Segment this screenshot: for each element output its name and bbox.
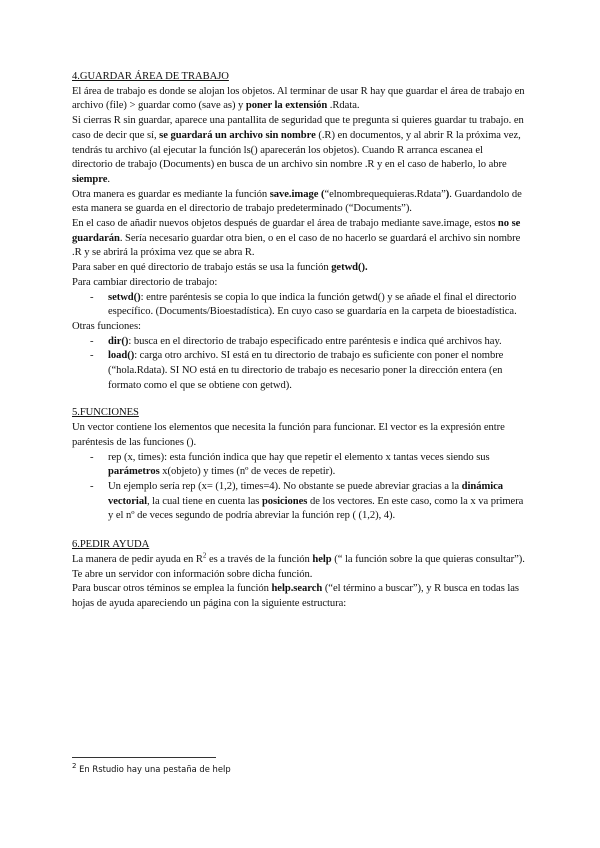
bullet-dash: - — [90, 350, 94, 362]
text-run: (“el término a buscar”), y R busca en todas las hojas de ayuda apareciendo un página con la siguiente estructura: — [72, 583, 519, 609]
list-item — [72, 291, 526, 320]
text-run: Otra manera es guardar es mediante la función — [72, 188, 270, 200]
bullet-dash: - — [90, 335, 94, 347]
section-heading-guardar: 4.GUARDAR ÁREA DE TRABAJO — [72, 71, 229, 82]
bullet-list — [72, 291, 526, 320]
text-run: Para saber en qué directorio de trabajo estás se usa la función — [72, 262, 332, 274]
text-run: La manera de pedir ayuda en R — [72, 553, 203, 565]
text-run: de los vectores. En este caso, como la x va primera y el nº de veces segundo de podría abreviar la función rep ( (1,2), 4). — [108, 495, 524, 522]
footnote — [72, 764, 231, 774]
bold-text: parámetros — [108, 466, 160, 478]
bold-text: save.image ( — [269, 188, 325, 200]
paragraph — [72, 85, 526, 114]
text-run: (“ la función sobre la que quieras consultar”). Te abre un servidor con información sobre dicha función. — [72, 553, 525, 580]
text-run: En el caso de añadir nuevos objetos después de guardar el área de trabajo mediante save.image, estos — [72, 218, 498, 230]
bullet-list — [72, 335, 526, 394]
list-item — [72, 451, 526, 480]
text-run: . — [107, 173, 110, 185]
text-run: x(objeto) y times (nº de veces de repetir). — [159, 466, 336, 478]
list-item — [72, 335, 526, 350]
paragraph — [72, 188, 526, 217]
document-body — [72, 70, 526, 612]
bold-text: load() — [108, 350, 135, 362]
text-run: . Guardandolo de esta manera se guarda en el directorio de trabajo predeterminado (“Documents”). — [72, 188, 522, 215]
bold-text: dir() — [108, 335, 129, 347]
footnote-divider — [72, 757, 216, 758]
list-item — [72, 480, 526, 524]
bold-text: setwd() — [108, 291, 141, 303]
bullet-dash: - — [90, 480, 94, 492]
text-run: rep (x, times): esta función indica que hay que repetir el elemento x tantas veces siendo sus — [108, 451, 490, 463]
footnote-text: En Rstudio hay una pestaña de help — [76, 764, 231, 774]
text-run: (.R) en documentos, y al abrir R la próxima vez, tendrás tu archivo (al ejecutar la función ls() aparecerán los objetos). Cuando R arranca escanea el directorio de trabajo (Documents) en busca de un archivo sin nombre .R y en el caso de haberlo, lo abre — [72, 129, 521, 171]
text-run: : entre paréntesis se copia lo que indica la función getwd() y se añade el final el directorio específico. (Documents/Bioestadística). En cuyo caso se guardaría en la carpeta de bioestadística. — [108, 291, 517, 318]
footnote-mark: 2 — [72, 762, 77, 771]
paragraph — [72, 114, 526, 188]
text-run: “elnombrequequieras.Rdata” — [324, 188, 446, 200]
section-heading-funciones: 5.FUNCIONES — [72, 407, 139, 419]
paragraph: Otras funciones: — [72, 320, 141, 332]
paragraph: Para cambiar directorio de trabajo: — [72, 276, 218, 288]
bold-text: help.search — [271, 583, 323, 595]
bold-text: siempre — [72, 173, 108, 185]
text-run: Un ejemplo sería rep (x= (1,2), times=4). No obstante se puede abreviar gracias a la — [108, 480, 462, 492]
list-item — [72, 349, 526, 393]
text-run: es a través de la función — [206, 553, 313, 565]
bullet-dash: - — [90, 451, 94, 463]
paragraph — [72, 261, 526, 276]
text-run: : carga otro archivo. SI está en tu directorio de trabajo es suficiente con poner el nombre (“hola.Rdata). SI NO está en tu directorio de trabajo es necesario poner la dirección entera (en formato como el que se obtiene con getwd). — [108, 350, 504, 391]
bold-text: ) — [445, 188, 450, 200]
text-run: .Rdata. — [327, 100, 360, 112]
bold-text: se guardará un archivo sin nombre — [159, 129, 316, 141]
bullet-dash: - — [90, 291, 94, 303]
paragraph — [72, 553, 526, 582]
text-run: : busca en el directorio de trabajo especificado entre paréntesis e indica qué archivos hay. — [128, 335, 502, 347]
text-run: , la cual tiene en cuenta las — [146, 495, 262, 507]
bold-text: no se guardarán — [72, 218, 521, 244]
bold-text: getwd(). — [331, 262, 368, 274]
paragraph — [72, 582, 526, 611]
text-run: El área de trabajo es donde se alojan los objetos. Al terminar de usar R hay que guardar el área de trabajo en archivo (file) > guardar como (save as) y — [72, 85, 525, 112]
bold-text: posiciones — [261, 495, 308, 507]
bold-text: poner la extensión — [245, 100, 328, 112]
bullet-list — [72, 451, 526, 525]
paragraph — [72, 217, 526, 261]
paragraph: Un vector contiene los elementos que necesita la función para funcionar. El vector es la expresión entre paréntesis de las funciones (). — [72, 422, 505, 448]
text-run: Para buscar otros téminos se emplea la función — [72, 583, 272, 595]
bold-text: dinámica vectorial — [108, 480, 504, 507]
text-run: . Sería necesario guardar otra bien, o en el caso de no hacerlo se guardará el archivo sin nombre .R y se abrirá la próxima vez que se abra R. — [72, 232, 521, 259]
bold-text: help — [312, 553, 332, 565]
footnote-ref: 2 — [202, 551, 207, 560]
section-heading-ayuda: 6.PEDIR AYUDA — [72, 539, 150, 551]
text-run: Si cierras R sin guardar, aparece una pantallita de seguridad que te pregunta si quieres guardar tu trabajo. en caso de decir que sí, — [72, 115, 524, 141]
